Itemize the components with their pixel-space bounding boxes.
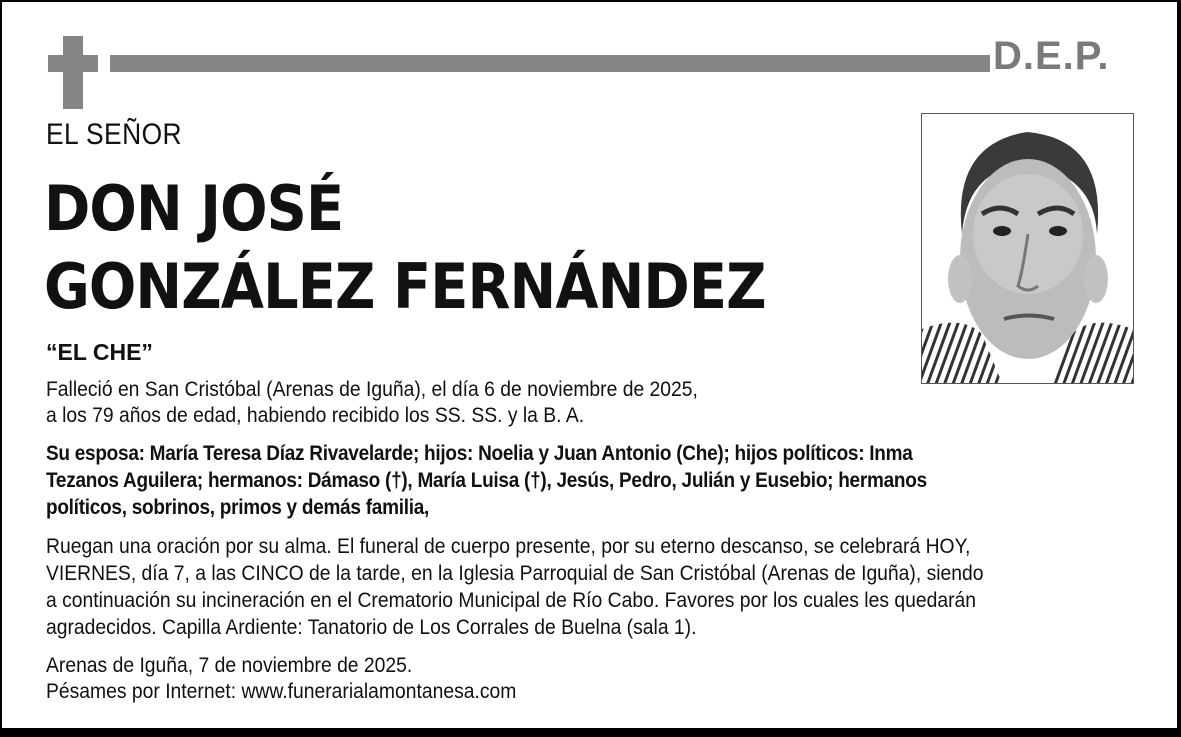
- funeral-line: Ruegan una oración por su alma. El funeral de cuerpo presente, por su eterno descanso, se celebrará HOY,: [46, 535, 971, 558]
- family-line: políticos, sobrinos, primos y demás familia,: [46, 496, 430, 519]
- cross-icon-vertical: [63, 36, 83, 109]
- deceased-name: [44, 170, 766, 326]
- cross-icon-horizontal: [48, 55, 98, 72]
- funeral-line: a continuación su incineración en el Crematorio Municipal de Río Cabo. Favores por los cuales les quedarán: [46, 589, 977, 612]
- name-line-2: GONZÁLEZ FERNÁNDEZ: [44, 250, 766, 323]
- funeral-line: agradecidos. Capilla Ardiente: Tanatorio de Los Corrales de Buelna (sala 1).: [46, 616, 697, 639]
- condolences-link[interactable]: Pésames por Internet: www.funerarialamontanesa.com: [46, 680, 517, 703]
- funeral-line: VIERNES, día 7, a las CINCO de la tarde, en la Iglesia Parroquial de San Cristóbal (Arenas de Iguña), siendo: [46, 562, 984, 585]
- dep-label: D.E.P.: [993, 34, 1110, 78]
- name-line-1: DON JOSÉ: [44, 172, 344, 245]
- portrait-image: [922, 114, 1133, 383]
- family-line: Tezanos Aguilera; hermanos: Dámaso (†), María Luisa (†), Jesús, Pedro, Julián y Eusebio; hermanos: [46, 469, 927, 492]
- nickname: “EL CHE”: [46, 339, 153, 365]
- death-notice-line: a los 79 años de edad, habiendo recibido los SS. SS. y la B. A.: [46, 404, 585, 427]
- portrait-photo: [921, 113, 1134, 384]
- header-rule: [110, 55, 990, 72]
- honorific: EL SEÑOR: [46, 118, 183, 151]
- place-date: Arenas de Iguña, 7 de noviembre de 2025.: [46, 654, 413, 677]
- family-line: Su esposa: María Teresa Díaz Rivavelarde; hijos: Noelia y Juan Antonio (Che); hijos políticos: Inma: [46, 442, 913, 465]
- death-notice-line: Falleció en San Cristóbal (Arenas de Iguña), el día 6 de noviembre de 2025,: [46, 378, 698, 401]
